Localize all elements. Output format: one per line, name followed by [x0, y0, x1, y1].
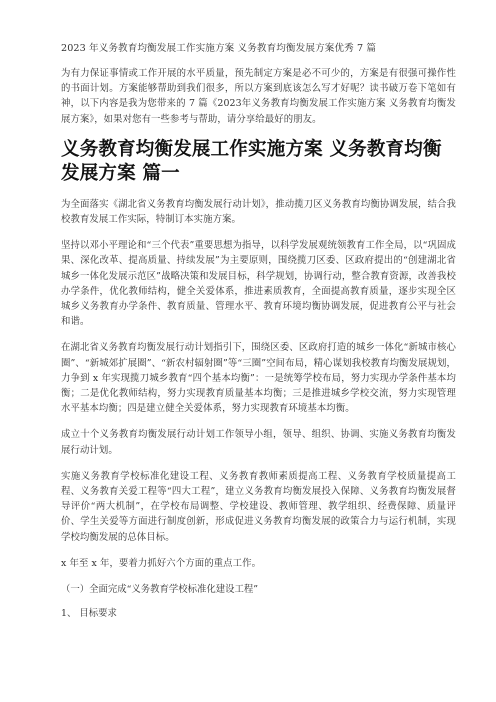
body-paragraph-2: 坚持以邓小平理论和“三个代表”重要思想为指导，以科学发展观统领教育工作全局，以“巩固成果、深化改革、提高质量、持续发展”为主要原则，围绕揽刀区委、区政府提出的“创建湖北省城乡一体化发展示范区”战略决策和发展目标，科学规划，协调行动，整合教育资源，改善我校办学条件，优化教师结构，健全关爱体系，推进素质教育，全面提高教育质量，逐步实现全区城乡义务教育办学条件、教育质量、管理水平、教育环境均衡协调发展，促进教育公平与社会和谐。 — [61, 240, 456, 328]
document-top-title: 2023 年义务教育均衡发展工作实施方案 义务教育均衡发展方案优秀 7 篇 — [61, 43, 377, 54]
intro-paragraph: 为有力保证事情或工作开展的水平质量，预先制定方案是必不可少的，方案是有很强可操作性的书面计划。方案能够帮助到我们很多，所以方案到底该怎么写才好呢？读书破万卷下笔如有神，以下内容是我为您带来的 7 篇《2023年义务教育均衡发展工作实施方案 义务教育均衡发展方案》，如果对您有一些参考与帮助，请分享给最好的朋友。 — [61, 68, 456, 125]
body-paragraph-6: x 年至 x 年，要着力抓好六个方面的重点工作。 — [61, 557, 262, 569]
body-paragraph-3: 在湖北省义务教育均衡发展行动计划指引下，围绕区委、区政府打造的城乡一体化“新城市核心圈”、“新城郊扩展圈”、“新农村辐射圈”等“三圈”空间布局，精心谋划我校教育均衡发展规划，力争到 x 年实现揽刀城乡教育“四个基本均衡”：一是统筹学校布局，努力实现办学条件基本均衡；二是优化教师结构，努力实现教育质量基本均衡；三是推进城乡学校交流，努力实现管理水平基本均衡；四是建立健全关爱体系，努力实现教育环境基本均衡。 — [61, 342, 456, 415]
body-paragraph-5: 实施义务教育学校标准化建设工程、义务教育教师素质提高工程、义务教育学校质量提高工程、义务教育关爱工程等“四大工程”，建立义务教育均衡发展投入保障、义务教育均衡发展督导评价“两大机制”，在学校布局调整、学校建设、教师管理、教学组织、经费保障、质量评价、学生关爱等方面进行制度创新，形成促进义务教育均衡发展的政策合力与运行机制，实现学校均衡发展的总体目标。 — [61, 470, 456, 543]
body-paragraph-1: 为全面落实《湖北省义务教育均衡发展行动计划》，推动揽刀区义务教育均衡协调发展，结合我校教育发展工作实际，特制订本实施方案。 — [61, 198, 456, 226]
section-heading: 义务教育均衡发展工作实施方案 义务教育均衡发展方案 篇一 — [61, 138, 442, 184]
subsection-title: （一）全面完成“义务教育学校标准化建设工程” — [61, 584, 259, 596]
list-item-title: 1、 目标要求 — [61, 608, 117, 620]
body-paragraph-4: 成立十个义务教育均衡发展行动计划工作领导小组，领导、组织、协调、实施义务教育均衡发展行动计划。 — [61, 429, 456, 456]
